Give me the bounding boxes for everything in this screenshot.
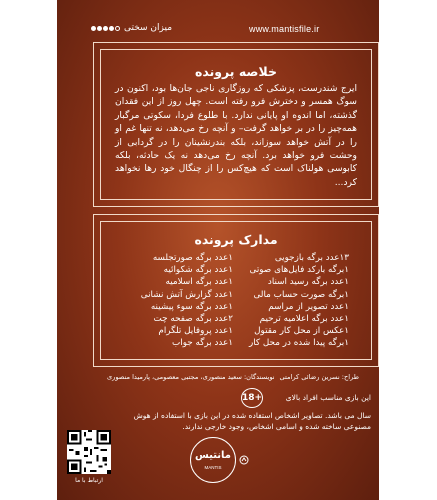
document-item: ۱عدد برگه جواب xyxy=(171,338,233,349)
writers-credit: نویسندگان: سعید منصوری، مجتبی معصومی، پارمیدا منصوری xyxy=(107,373,275,381)
document-item: ۲عدد برگه صفحه چت xyxy=(153,314,233,325)
logo-text: مانتیس xyxy=(194,450,231,461)
case-card-back xyxy=(57,0,379,500)
summary-body: ایرج شندرست، پزشکی که روزگاری ناجی جان‌ها بود، اکنون در سوگ همسر و دخترش فرو رفته است. چهل روز از این فقدان گذشته، اما اندوه او پایانی ندارد. با طلوع فردا، سکوتی مرگبار همه‌چیز را در بر خواهد گرفت– و آنچه رخ می‌دهد، نه تنها غم او را در آتش خواهد سوزاند، بلکه بندرنشینان را در گردابی از وحشت فرو خواهد برد. آنچه رخ می‌دهد نه یک حادثه، بلکه کابوسی هولناک است که هیچ‌کس را از چنگال خود رها نخواهد کرد... xyxy=(115,83,357,188)
document-item: ۱۳عدد برگه بازجویی xyxy=(274,253,349,263)
qr-code[interactable] xyxy=(67,430,111,474)
difficulty-dot xyxy=(109,26,114,31)
mantis-icon xyxy=(239,455,249,465)
age-rating xyxy=(117,388,371,412)
document-item: ۱عدد برگه اسلامیه xyxy=(165,277,233,288)
document-item: ۱عدد تصویر از مراسم xyxy=(268,301,349,312)
disclaimer-note: سال می باشد. تصاویر اشخاص استفاده شده در این بازی با استفاده از هوش مصنوعی ساخته شده و اسامی اشخاص، وجود خارجی ندارند. xyxy=(133,411,371,431)
document-item: ۱برگه پیدا شده در محل کار xyxy=(248,338,349,349)
document-item: ۱برگه صورت حساب مالی xyxy=(253,289,349,300)
summary-title: خلاصه پرونده xyxy=(194,64,278,79)
documents-list-left xyxy=(115,252,233,350)
top-bar xyxy=(57,20,379,38)
difficulty-dot xyxy=(115,26,120,31)
document-item: ۱عدد برگه صورتجلسه xyxy=(152,253,233,263)
document-item: ۱عدد پروفایل تلگرام xyxy=(158,326,233,337)
document-item: ۱عدد برگه اعلامیه ترحیم xyxy=(259,314,349,325)
documents-list-right xyxy=(231,252,349,350)
document-item: ۱عدد برگه رسید اسناد xyxy=(267,277,349,288)
difficulty-indicator xyxy=(91,23,172,33)
difficulty-label: میزان سختی xyxy=(124,23,173,33)
difficulty-dot xyxy=(97,26,102,31)
age-text: این بازی مناسب افراد بالای xyxy=(285,393,371,402)
difficulty-dot xyxy=(103,26,108,31)
document-item: ۱عکس از محل کار مقتول xyxy=(254,326,349,337)
designer-credit: طراح: نسرین رضائی کرامتی xyxy=(279,373,359,381)
document-item: ۱برگه بارکد فایل‌های صوتی xyxy=(249,265,349,276)
mantis-logo xyxy=(190,437,236,483)
credits xyxy=(93,373,379,385)
qr-label: ارتباط با ما xyxy=(75,477,103,484)
website-url[interactable]: www.mantisfile.ir xyxy=(249,24,320,34)
difficulty-dot xyxy=(91,26,96,31)
document-item: ۱عدد برگه سوء پیشینه xyxy=(150,301,233,312)
difficulty-dots xyxy=(91,26,120,31)
age-badge: 18+ xyxy=(241,388,263,408)
document-item: ۱عدد گزارش آتش نشانی xyxy=(140,289,233,300)
document-item: ۱عدد برگه شکوائیه xyxy=(163,265,233,276)
documents-title: مدارک پرونده xyxy=(194,232,278,247)
logo-subtext: MANTIS xyxy=(204,465,222,470)
